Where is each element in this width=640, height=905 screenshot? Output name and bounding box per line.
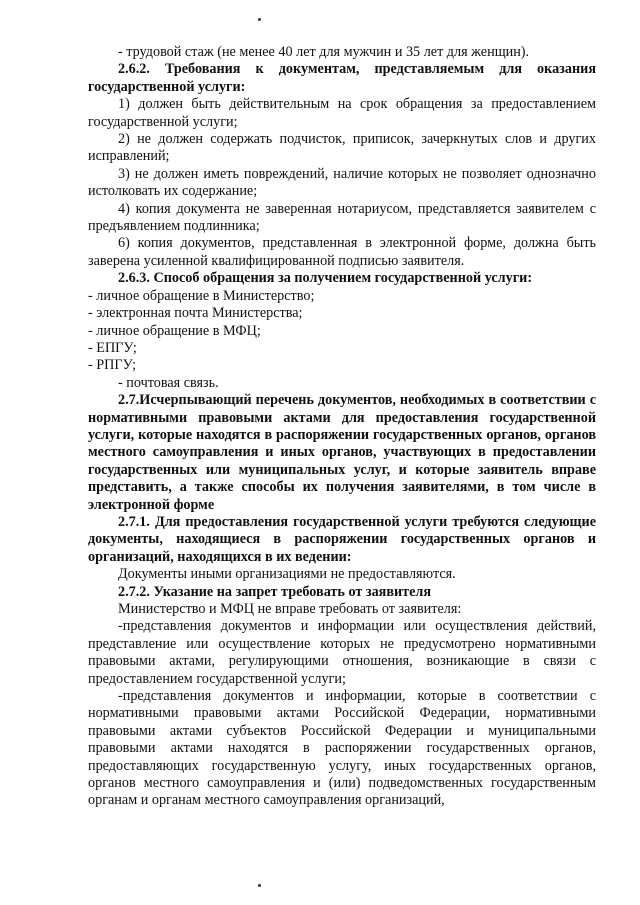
section-heading-2-6-3: 2.6.3. Способ обращения за получением государственной услуги: xyxy=(118,270,533,287)
section-heading-2-6-2: 2.6.2. Требования к документам, представляемым для оказания государственной услуги: xyxy=(88,61,596,95)
requirement-item-2: 2) не должен содержать подчисток, приписок, зачеркнутых слов и других исправлений; xyxy=(88,131,596,165)
requirement-item-4: 4) копия документа не заверенная нотариусом, представляется заявителем с предъявлением подлинника; xyxy=(88,200,596,235)
method-item-rpgu: - РПГУ; xyxy=(88,357,137,374)
requirement-item-6: 6) копия документов, представленная в электронной форме, должна быть заверена усиленной квалифицированной подписью заявителя. xyxy=(88,235,596,269)
paragraph-prohibition-intro: Министерство и МФЦ не вправе требовать от заявителя: xyxy=(118,601,462,617)
method-item-epgu: - ЕПГУ; xyxy=(88,339,137,356)
section-heading-2-7: 2.7.Исчерпывающий перечень документов, необходимых в соответствии с нормативными правовыми актами для предоставления государственной услуги, которые находятся в распоряжении государственных органов, органов местного самоуправления и иных органов, участвующих в предоставлении государственных или муниципальных услуг, и которые заявитель вправе представить, а также способы их получения заявителями, в том числе в электронной форме xyxy=(88,392,596,513)
requirement-item-3: 3) не должен иметь повреждений, наличие которых не позволяет однозначно истолковать их содержание; xyxy=(88,165,596,200)
section-heading-2-7-2: 2.7.2. Указание на запрет требовать от заявителя xyxy=(118,583,432,600)
method-item-mfc: - личное обращение в МФЦ; xyxy=(88,322,261,339)
method-item-email: - электронная почта Министерства; xyxy=(88,305,303,322)
section-heading-2-7-1: 2.7.1. Для предоставления государственной услуги требуются следующие документы, находящиеся в распоряжении государственных органов и организаций, находящихся в их ведении: xyxy=(88,513,596,565)
scan-mark-bottom xyxy=(258,884,261,887)
document-page xyxy=(88,44,596,810)
requirement-item-1: 1) должен быть действительным на срок обращения за предоставлением государственной услуги; xyxy=(88,96,596,130)
list-item-work-experience: - трудовой стаж (не менее 40 лет для мужчин и 35 лет для женщин). xyxy=(118,44,530,60)
scan-mark-top xyxy=(258,18,261,21)
method-item-ministry: - личное обращение в Министерство; xyxy=(88,287,315,304)
prohibition-item-1: -представления документов и информации или осуществления действий, представление или осуществление которых не предусмотрено нормативными правовыми актами, регулирующими отношения, возникающие в связи с предоставлением государственной услуги; xyxy=(88,618,596,687)
paragraph-no-documents: Документы иными организациями не предоставляются. xyxy=(118,566,456,583)
method-item-post: - почтовая связь. xyxy=(118,374,219,391)
prohibition-item-2: -представления документов и информации, которые в соответствии с нормативными правовыми актами Российской Федерации, нормативными правовыми актами субъектов Российской Федерации и муниципальными правовыми актами находятся в распоряжении государственных органов, предоставляющих государственную услугу, иных государственных органов, органов местного самоуправления и (или) подведомственных государственным органам и органам местного самоуправления организаций, xyxy=(88,688,596,809)
